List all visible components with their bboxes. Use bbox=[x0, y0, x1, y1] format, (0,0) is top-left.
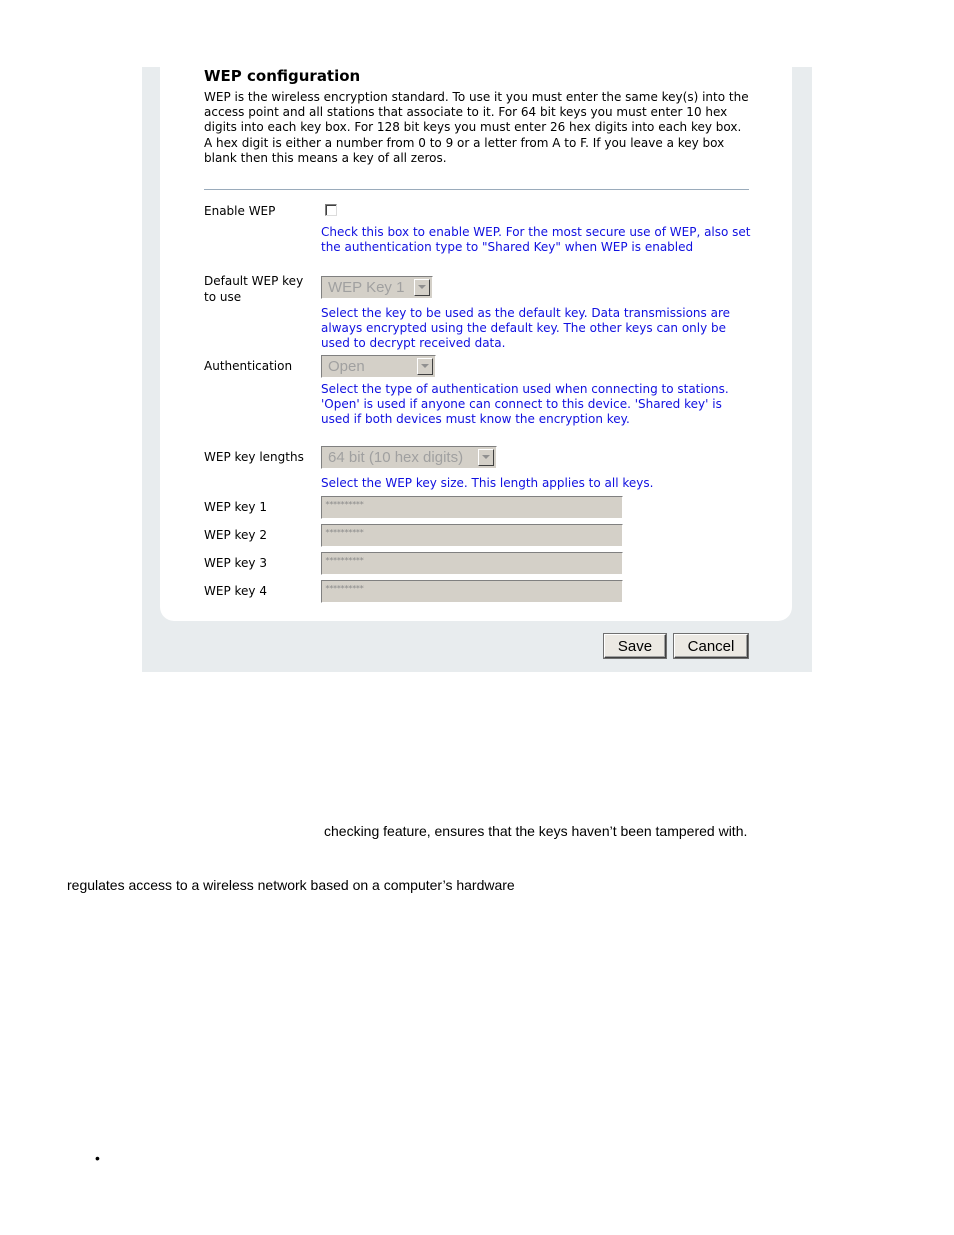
chevron-down-icon[interactable] bbox=[417, 358, 433, 375]
section-divider bbox=[204, 189, 749, 190]
authentication-label: Authentication bbox=[204, 359, 293, 373]
chevron-down-icon[interactable] bbox=[478, 449, 494, 466]
default-key-select[interactable] bbox=[321, 276, 433, 299]
section-title: WEP configuration bbox=[204, 67, 361, 85]
wep-key-4-label: WEP key 4 bbox=[204, 584, 267, 598]
key-length-value: 64 bit (10 hex digits) bbox=[328, 449, 464, 466]
authentication-value: Open bbox=[328, 358, 365, 375]
section-intro: WEP is the wireless encryption standard. To use it you must enter the same key(s) into the access point and all stations that associate to it. For 64 bit keys you must enter 10 hex digits into each key box. For 128 bit keys you must enter 26 hex digits into each key box. A hex digit is either a number from 0 to 9 or a letter from A to F. If you leave a key box blank then this means a key of all zeros. bbox=[204, 90, 749, 165]
default-key-label: Default WEP key to use bbox=[204, 274, 304, 304]
enable-wep-help: Check this box to enable WEP. For the most secure use of WEP, also set the authentication type to "Shared Key" when WEP is enabled bbox=[321, 225, 751, 255]
wep-key-1-label: WEP key 1 bbox=[204, 500, 267, 514]
key-length-select[interactable] bbox=[321, 446, 497, 469]
authentication-select[interactable] bbox=[321, 355, 436, 378]
enable-wep-label: Enable WEP bbox=[204, 204, 276, 218]
wep-key-3-label: WEP key 3 bbox=[204, 556, 267, 570]
chevron-down-icon[interactable] bbox=[414, 279, 430, 296]
key-length-label: WEP key lengths bbox=[204, 450, 304, 464]
wep-key-2-input[interactable]: ********** bbox=[321, 524, 623, 547]
wep-key-4-input[interactable]: ********** bbox=[321, 580, 623, 603]
key-length-help: Select the WEP key size. This length applies to all keys. bbox=[321, 476, 654, 490]
authentication-help: Select the type of authentication used when connecting to stations. 'Open' is used if anyone can connect to this device. 'Shared key' is used if both devices must know the encryption key. bbox=[321, 382, 729, 427]
list-bullet: • bbox=[95, 1150, 100, 1166]
save-button[interactable]: Save bbox=[604, 634, 666, 658]
wep-key-2-label: WEP key 2 bbox=[204, 528, 267, 542]
wep-key-3-input[interactable]: ********** bbox=[321, 552, 623, 575]
default-key-help: Select the key to be used as the default key. Data transmissions are always encrypted using the default key. The other keys can only be used to decrypt received data. bbox=[321, 306, 730, 351]
enable-wep-checkbox[interactable] bbox=[325, 204, 337, 216]
document-text-line: regulates access to a wireless network based on a computer’s hardware bbox=[67, 877, 515, 893]
cancel-button[interactable]: Cancel bbox=[674, 634, 748, 658]
wep-key-1-input[interactable]: ********** bbox=[321, 496, 623, 519]
document-text-line: checking feature, ensures that the keys haven’t been tampered with. bbox=[324, 823, 748, 839]
default-key-value: WEP Key 1 bbox=[328, 279, 405, 296]
